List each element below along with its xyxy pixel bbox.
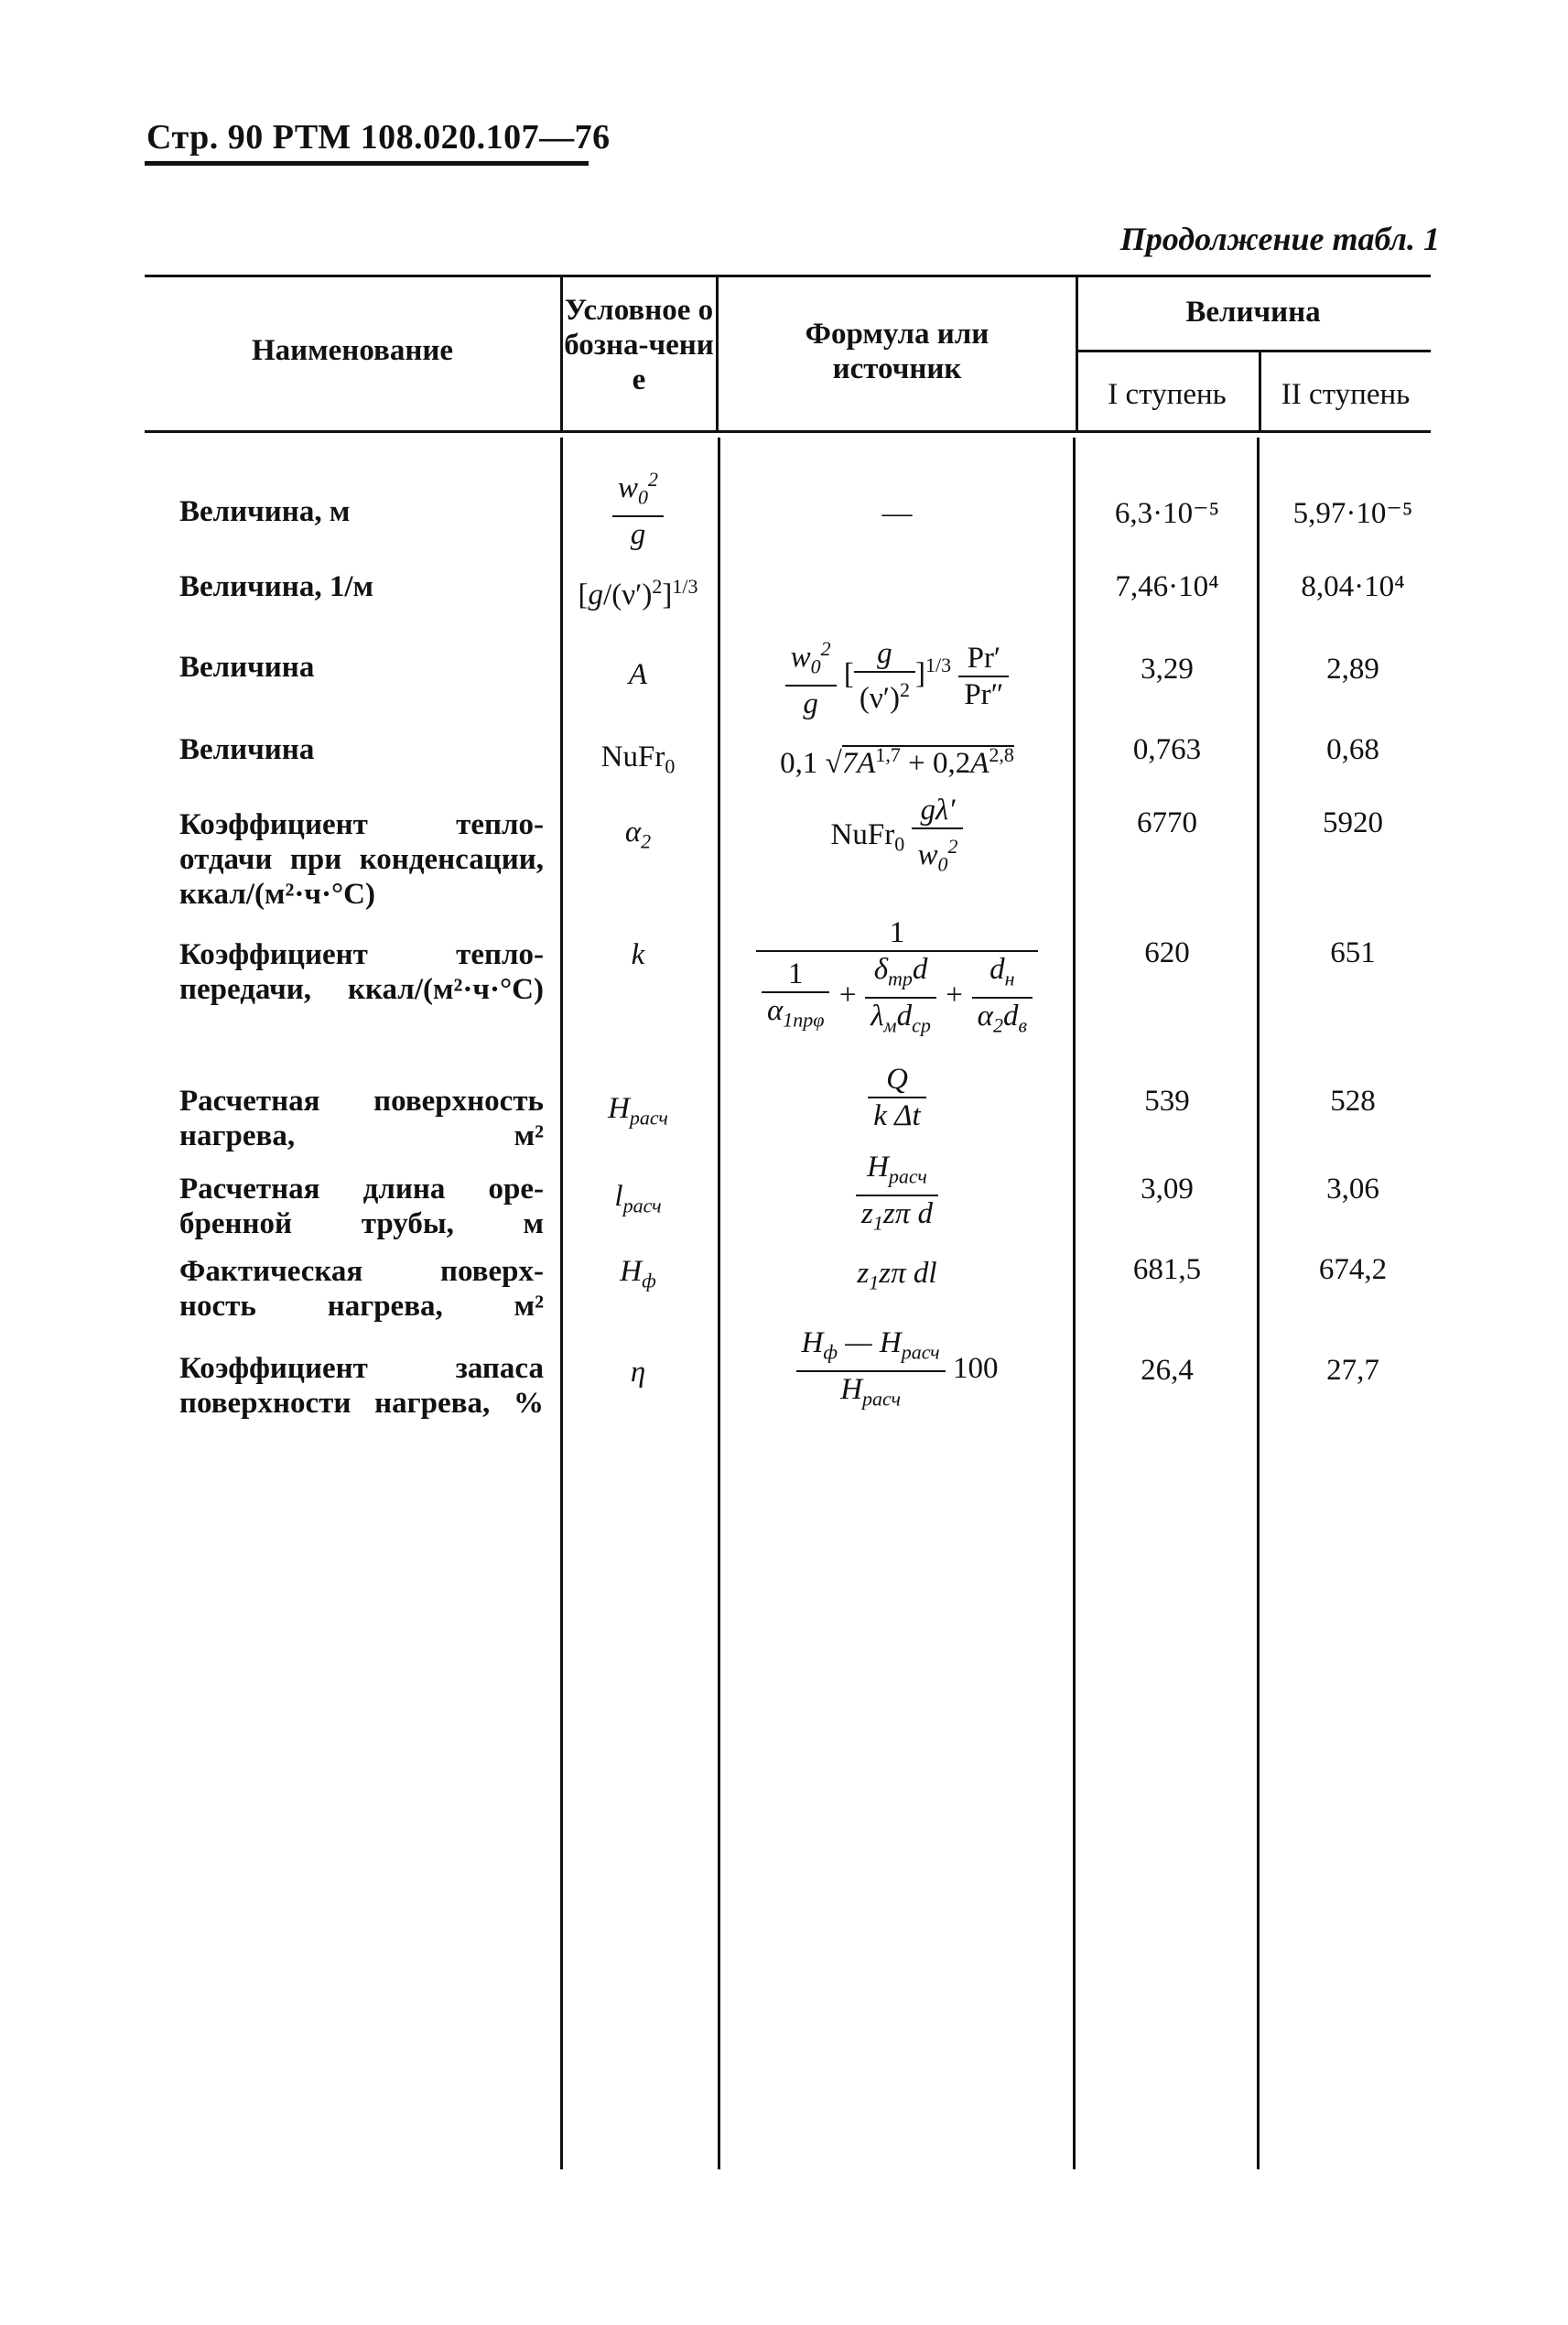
row-formula: NuFr$_0$ $\frac{g\lambda'}{w_0^2}$	[723, 793, 1071, 882]
row-symbol: $H_ф$	[620, 1255, 656, 1292]
row-value-stage1: 0,763	[1132, 733, 1202, 766]
row-name: Расчетная длина оре-бренной трубы, м	[179, 1173, 544, 1240]
header-underline	[145, 161, 589, 166]
row-value-stage1: 3,29	[1141, 653, 1194, 686]
row-formula: 1 $\frac{1}{\alpha_{1пр\varphi}}$ + $\frac{\delta_{тр}d}{\lambda_мd_{ср}}$ + $\frac{d_н}{\alpha_2d_в}$	[723, 915, 1071, 1043]
col-header-formula: Формула или источник	[805, 318, 989, 385]
row-formula: 0,1 $√7A^{1,7} + 0,2A^{2,8}$	[780, 743, 1014, 780]
row-name: Величина	[179, 651, 315, 684]
row-name: Коэффициент запаса поверхности нагрева, %	[179, 1352, 544, 1420]
row-value-stage2: 27,7	[1326, 1354, 1379, 1387]
row-value-stage2: 8,04·10⁴	[1301, 570, 1405, 603]
row-symbol: $[g/(\nu')^2]^{1/3}$	[578, 575, 698, 611]
body-divider-1	[560, 438, 563, 2169]
col-header-stage1: I ступень	[1108, 378, 1227, 411]
body-divider-4	[1257, 438, 1260, 2169]
row-name: Расчетная поверхность нагрева, м²	[179, 1085, 544, 1152]
value-subheader-rule	[1076, 350, 1431, 352]
row-value-stage1: 681,5	[1132, 1253, 1202, 1286]
row-value-stage1: 7,46·10⁴	[1115, 570, 1219, 603]
row-value-stage2: 3,06	[1326, 1173, 1379, 1206]
row-formula: $\frac{H_ф — H_{расч}}{H_{расч}}$ 100	[723, 1325, 1071, 1416]
row-value-stage2: 5920	[1323, 806, 1383, 839]
row-symbol: $l_{расч}$	[614, 1180, 662, 1217]
row-symbol: NuFr$_0$	[600, 741, 676, 778]
row-name: Величина, 1/м	[179, 570, 373, 603]
row-symbol: η	[630, 1356, 646, 1389]
row-value-stage2: 5,97·10⁻⁵	[1292, 497, 1413, 530]
row-symbol: A	[628, 658, 648, 691]
row-symbol: $\frac{w_0^2}{g}$	[560, 462, 716, 552]
row-symbol: $H_{расч}$	[608, 1092, 668, 1130]
row-value-stage1: 620	[1144, 936, 1190, 969]
row-value-stage1: 3,09	[1141, 1173, 1194, 1206]
row-formula: $\frac{w_0^2}{g}$ [ $\frac{g}{(\nu')^2}$ ]$^{1/3}$ $\frac{Pr'}{Pr''}$	[723, 632, 1071, 721]
col-header-symbol: Условное обозна-чение	[564, 294, 714, 396]
body-divider-2	[718, 438, 720, 2169]
table-continuation-label: Продолжение табл. 1	[1119, 221, 1440, 257]
row-value-stage1: 6,3·10⁻⁵	[1114, 497, 1220, 530]
col-header-name: Наименование	[252, 334, 453, 367]
row-value-stage2: 651	[1330, 936, 1376, 969]
row-value-stage2: 2,89	[1326, 653, 1379, 686]
col-header-value: Величина	[1185, 296, 1321, 329]
row-name: Коэффициент тепло-передачи, ккал/(м²·ч·°С)	[179, 938, 544, 1006]
row-formula: —	[881, 497, 913, 530]
row-value-stage2: 528	[1330, 1085, 1376, 1118]
row-symbol: $\alpha_2$	[624, 816, 652, 853]
row-value-stage2: 674,2	[1318, 1253, 1388, 1286]
row-name: Величина	[179, 733, 315, 766]
row-value-stage1: 539	[1144, 1085, 1190, 1118]
column-divider-2	[716, 275, 719, 432]
col-header-stage2: II ступень	[1281, 378, 1411, 411]
body-divider-3	[1073, 438, 1076, 2169]
row-formula: $\frac{H_{расч}}{z_1z\pi d}$	[723, 1150, 1071, 1240]
row-value-stage1: 26,4	[1141, 1354, 1194, 1387]
row-symbol: k	[631, 938, 645, 971]
table-header-bottom-rule	[145, 430, 1431, 433]
row-formula: $z_1z\pi$ dl	[857, 1257, 937, 1294]
row-value-stage1: 6770	[1137, 806, 1197, 839]
row-name: Величина, м	[179, 495, 351, 528]
row-name: Фактическая поверх-ность нагрева, м²	[179, 1255, 544, 1323]
row-name: Коэффициент тепло-отдачи при конденсации, ккал/(м²·ч·°С)	[179, 808, 544, 911]
row-value-stage2: 0,68	[1326, 733, 1379, 766]
page-header: Стр. 90 РТМ 108.020.107—76	[146, 118, 611, 157]
row-formula: $\frac{Q}{\text{k Δt}}$	[723, 1062, 1071, 1133]
table-top-rule	[145, 275, 1431, 277]
